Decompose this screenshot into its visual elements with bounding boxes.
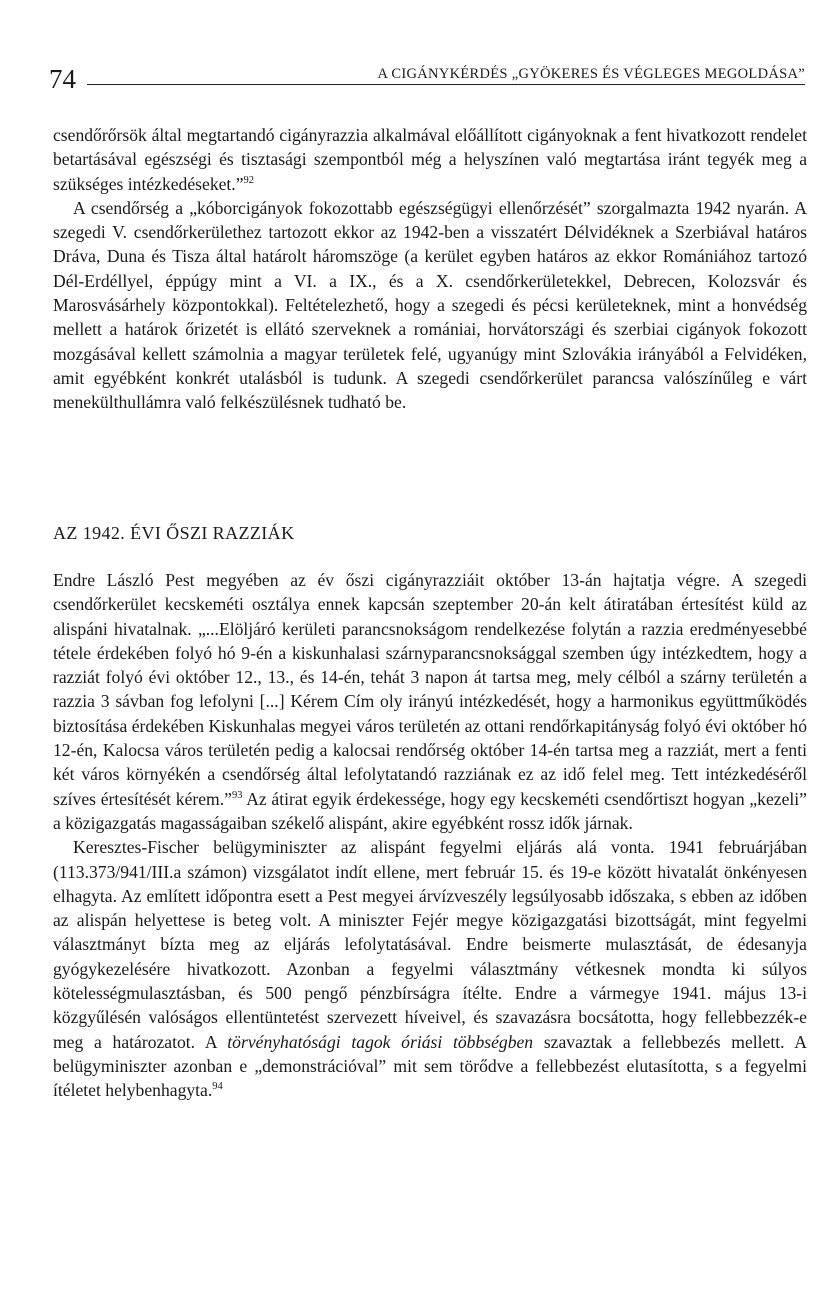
footnote-ref-94: 94 xyxy=(212,1081,223,1093)
running-head: A CIGÁNYKÉRDÉS „GYÖKERES ÉS VÉGLEGES MEGOLDÁSA” xyxy=(377,66,805,82)
paragraph-1-text: csendőrőrsök által megtartandó cigányrazzia alkalmával előállított cigányoknak a fent hivatkozott rendelet betartásával egészségi és tisztasági szempontból még a helyszínen való megtartása iránt tegyék meg a szükséges intézkedéseket.” xyxy=(53,125,807,194)
section-heading: AZ 1942. ÉVI ŐSZI RAZZIÁK xyxy=(53,523,295,543)
paragraph-2 xyxy=(53,196,807,415)
paragraph-4 xyxy=(53,835,807,1102)
page-header xyxy=(49,62,805,96)
paragraph-3 xyxy=(53,568,807,835)
paragraph-2-text: A csendőrség a „kóborcigányok fokozottabb egészségügyi ellenőrzését” szorgalmazta 1942 nyarán. A szegedi V. csendőrkerülethez tartozott ekkor az 1942-ben a visszatért Délvidéknek a Szerbiával határos Dráva, Duna és Tisza által határolt háromszöge (a kerület egyben határos az ekkor Romániához tartozó Dél-Erdéllyel, éppúgy mint a VI. a IX., és a X. csendőrkerületekkel, Debrecen, Kolozsvár és Marosvásárhely központokkal). Feltételezhető, hogy a szegedi és pécsi kerületeknek, mint a honvédség mellett a határok őrizetét is ellátó szerveknek a romániai, horvátországi és szerbiai cigányok fokozott mozgásával kellett számolnia a magyar területek felé, ugyanúgy mint Szlovákia irányából a Felvidéken, amit egyébként konkrét utalásból is tudunk. A szegedi csendőrkerület parancsa valószínűleg e várt menekülthullámra való felkészülésnek tudható be. xyxy=(53,197,807,413)
paragraph-1 xyxy=(53,123,807,196)
text-block-top xyxy=(53,123,807,415)
text-block-bottom xyxy=(53,568,807,1103)
page-number: 74 xyxy=(49,64,76,94)
paragraph-3-text: Endre László Pest megyében az év őszi cigányrazziáit október 13-án hajtatja végre. A szegedi csendőrkerület kecskeméti osztálya ennek kapcsán szeptember 20-án kelt átiratában értesítést küld az alispáni hivatalnak. „...Elöljáró kerületi parancsnokságom rendelkezése folytán a razzia eredményesebbé tétele érdekében folyó hó 9-én a kiskunhalasi szárnyparancsnoksággal szemben úgy intézkedtem, hogy a razziát folyó évi október 12., 13., és 14-én, tehát 3 napon át tartsa meg, mely célból a szárny területén a razzia 3 sávban fog lefolyni [...] Kérem Cím oly irányú intézkedését, hogy a harmonikus együttműködés biztosítása érdekében Kiskunhalas megyei város területén az ottani rendőrkapitányság folyó évi október hó 12-én, Kalocsa város területén pedig a kalocsai rendőrség október 14-én tartsa meg a razziát, mert a fenti két város környékén a csendőrség által lefolytatandó razziának ez az idő felel meg. Tett intézkedéséről szíves értesítését kérem.” xyxy=(53,570,807,809)
paragraph-3-after: Az átirat egyik érdekessége, hogy egy kecskeméti csendőrtiszt hogyan „kezeli” a közigazgatás magasságaiban székelő alispánt, akire egyébként rossz idők járnak. xyxy=(53,788,807,833)
paragraph-4-text: Keresztes-Fischer belügyminiszter az alispánt fegyelmi eljárás alá vonta. 1941 februárjában (113.373/941/III.a számon) vizsgálatot indít ellene, mert február 15. és 19-e között hivatalát önkényesen elhagyta. Az említett időpontra esett a Pest megyei árvízveszély legsúlyosabb időszaka, s ebben az időben az alispán helyettese is beteg volt. A miniszter Fejér megye közigazgatási bizottságát, mint fegyelmi választmányt bízta meg az eljárás lefolytatásával. Endre beismerte mulasztását, de édesanyja gyógykezelésére hivatkozott. Azonban a fegyelmi választmány vétkesnek mondta ki súlyos kötelességmulasztásban, és 500 pengő pénzbírságra ítélte. Endre a vármegye 1941. május 13-i közgyűlésén valóságos ellentüntetést szervezett híveivel, és szavazásra bocsátotta, hogy fellebbezzék-e meg a határozatot. A xyxy=(53,837,807,1052)
footnote-ref-93: 93 xyxy=(231,789,243,801)
header-rule xyxy=(87,84,805,85)
paragraph-4-italic: törvényhatósági tagok óriási többségben xyxy=(227,1031,534,1052)
paragraph-4-after: szavaztak a fellebbezés mellett. A belügyminiszter azonban e „demonstrációval” mit sem törődve a fellebbezést elutasította, s a fegyelmi ítéletet helybenhagyta. xyxy=(53,1031,807,1101)
footnote-ref-92: 92 xyxy=(243,174,255,186)
